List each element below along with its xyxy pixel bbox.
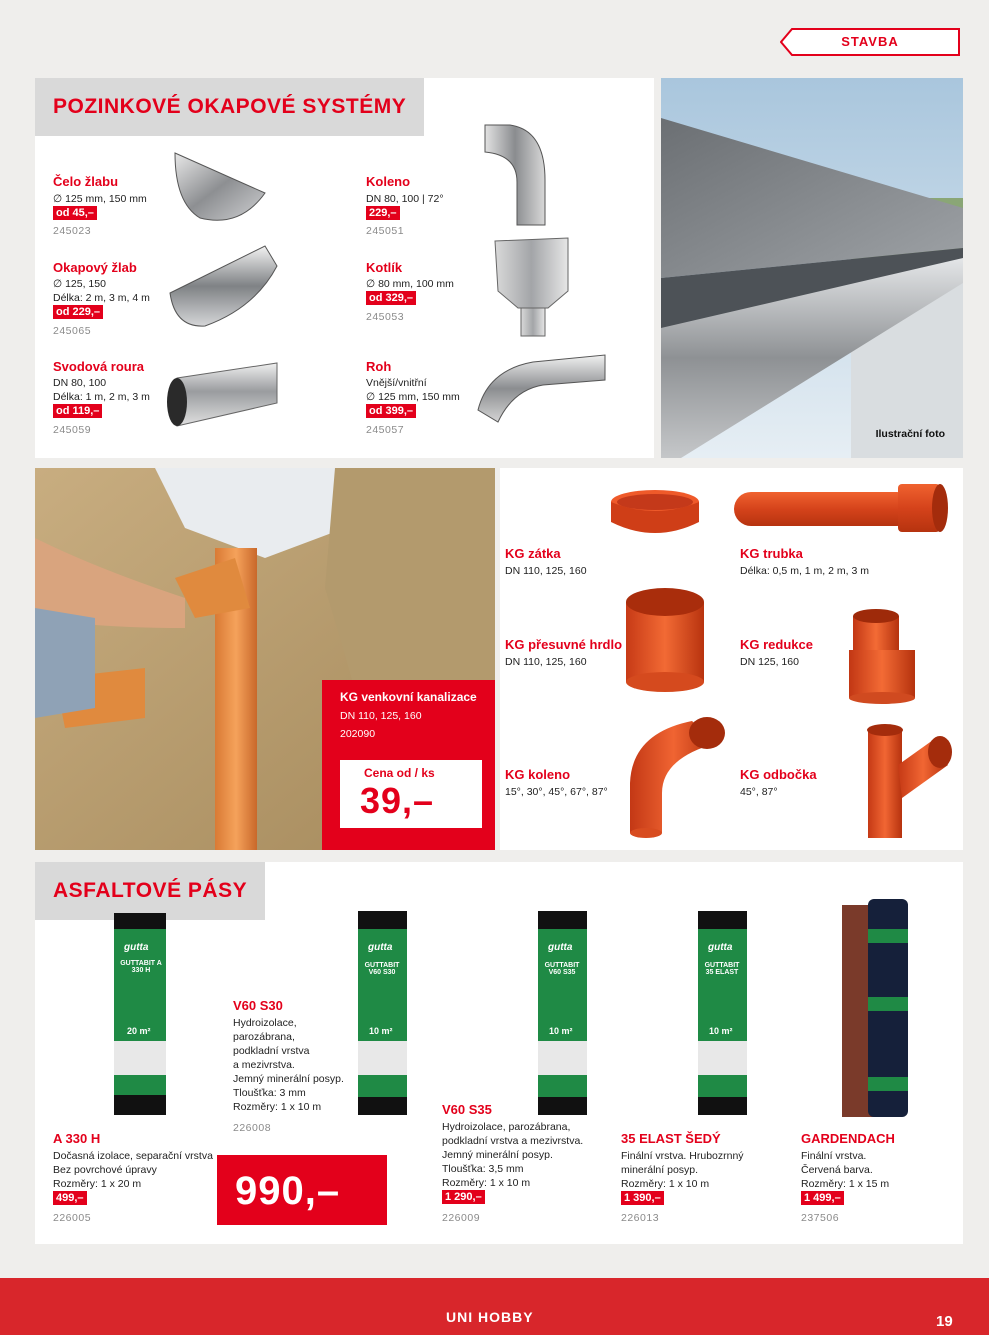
product-spec: DN 80, 100 | 72° [366,193,444,205]
asphalt-spec: Rozměry: 1 x 15 m [801,1178,890,1190]
asphalt-spec: parozábrana, [233,1031,295,1043]
roll-a330-image [110,907,170,1122]
asphalt-price-row [53,1191,87,1205]
asphalt-spec: Hydroizolace, [233,1017,297,1029]
category-tag-label: STAVBA [841,34,899,49]
asphalt-spec: Finální vrstva. [801,1150,867,1162]
product-spec: DN 80, 100 [53,377,107,389]
kg-main-name: KG venkovní kanalizace [340,690,477,704]
asphalt-spec: Tloušťka: 3 mm [233,1087,306,1099]
product-spec: Vnější/vnitřní [366,377,427,389]
asphalt-spec: Rozměry: 1 x 10 m [621,1178,710,1190]
kg-product-name: KG trubka [740,546,803,561]
kg-product-spec: DN 110, 125, 160 [505,656,587,668]
big-price-badge [217,1155,387,1225]
asphalt-spec: Rozměry: 1 x 10 m [233,1101,322,1113]
asphalt-spec: Hydroizolace, parozábrana, [442,1121,571,1133]
roll-label: GUTTABIT A 330 H [120,960,162,974]
corner-image [473,350,608,425]
roll-area: 10 m² [369,1026,393,1036]
kg-product-name: KG přesuvné hrdlo [505,637,623,652]
asphalt-spec: Dočasná izolace, separační vrstva [53,1150,213,1162]
kg-products-panel [500,468,963,850]
product-price-row [53,206,97,220]
product-price: od 329,– [366,291,416,305]
roll-area: 20 m² [127,1026,151,1036]
asphalt-spec: Červená barva. [801,1164,873,1176]
roll-label: GUTTABIT V60 S35 [544,962,580,976]
asphalt-spec: minerální posyp. [621,1164,699,1176]
kg-product-name: KG koleno [505,767,571,782]
product-price-row [366,291,416,305]
page-number: 19 [936,1313,953,1330]
asphalt-name: 35 ELAST ŠEDÝ [621,1131,721,1146]
asphalt-price-row [801,1191,844,1205]
kg-product-spec: Délka: 0,5 m, 1 m, 2 m, 3 m [740,565,869,577]
product-spec: Délka: 2 m, 3 m, 4 m [53,292,150,304]
product-price: od 45,– [53,206,97,220]
roll-area: 10 m² [549,1026,573,1036]
asphalt-name: V60 S30 [233,998,283,1013]
gutters-panel [35,78,654,458]
product-name: Čelo žlabu [53,174,119,189]
product-name: Svodová roura [53,359,145,374]
kg-main-code: 202090 [340,728,376,740]
roll-brand: gutta [548,942,573,953]
product-price-row [366,206,400,220]
kg-product-spec: 15°, 30°, 45°, 67°, 87° [505,786,608,798]
asphalt-spec: Jemný minerální posyp. [442,1149,553,1161]
product-name: Kotlík [366,260,403,275]
kg-elbow-image [622,713,734,841]
kg-price-label: Cena od / ks [364,766,435,780]
elbow-image [465,120,550,230]
kg-product-spec: 45°, 87° [740,786,778,798]
photo-caption: Ilustrační foto [875,428,945,440]
asphalt-price-row [442,1190,485,1204]
kg-reducer-image [845,608,917,704]
uni-hobby-logo: UNI HOBBY [446,1309,534,1325]
gutter-photo [661,78,963,458]
product-name: Koleno [366,174,411,189]
roll-brand: gutta [124,942,149,953]
asphalt-title: ASFALTOVÉ PÁSY [35,862,265,920]
product-code: 245057 [366,424,405,436]
asphalt-spec: podkladní vrstva [233,1045,310,1057]
asphalt-spec: Finální vrstva. Hrubozrnný [621,1150,744,1162]
kg-product-spec: DN 125, 160 [740,656,799,668]
asphalt-code: 226005 [53,1212,92,1224]
product-code: 245051 [366,225,405,237]
kg-price-box [340,760,482,828]
product-price: 229,– [366,206,400,220]
product-name: Okapový žlab [53,260,137,275]
product-price: od 229,– [53,305,103,319]
asphalt-name: A 330 H [53,1131,101,1146]
asphalt-spec: Bez povrchové úpravy [53,1164,157,1176]
product-code: 245053 [366,311,405,323]
kg-branch-image [858,720,953,842]
roll-brand: gutta [708,942,733,953]
kg-main-offer [322,680,495,850]
asphalt-code: 237506 [801,1212,840,1224]
downpipe-image [165,358,280,428]
asphalt-name: V60 S35 [442,1102,492,1117]
product-spec: ∅ 125, 150 [53,278,106,290]
product-code: 245065 [53,325,92,337]
product-spec: ∅ 80 mm, 100 mm [366,278,454,290]
roll-label: GUTTABIT 35 ELAST [704,962,740,976]
product-spec: ∅ 125 mm, 150 mm [366,391,460,403]
outlet-image [493,236,573,341]
roll-v60s30-image [355,907,410,1122]
asphalt-spec: Rozměry: 1 x 20 m [53,1178,142,1190]
kg-coupler-image [620,586,710,694]
kg-product-spec: DN 110, 125, 160 [505,565,587,577]
asphalt-spec: a mezivrstva. [233,1059,295,1071]
product-spec: Délka: 1 m, 2 m, 3 m [53,391,150,403]
roll-gardendach-image [840,897,915,1122]
roll-brand: gutta [368,942,393,953]
kg-pipe-image [728,478,950,538]
kg-price-value: 39,– [360,780,435,821]
product-spec: ∅ 125 mm, 150 mm [53,193,147,205]
asphalt-spec: podkladní vrstva a mezivrstva. [442,1135,584,1147]
asphalt-spec: Rozměry: 1 x 10 m [442,1177,531,1189]
product-price-row [53,404,102,418]
product-price: od 119,– [53,404,102,418]
asphalt-code: 226013 [621,1212,660,1224]
asphalt-price: 499,– [53,1191,87,1205]
kg-product-name: KG odbočka [740,767,817,782]
gutters-title: POZINKOVÉ OKAPOVÉ SYSTÉMY [35,78,424,136]
asphalt-code: 226009 [442,1212,481,1224]
asphalt-spec: Jemný minerální posyp. [233,1073,344,1085]
asphalt-name: GARDENDACH [801,1131,895,1146]
product-price-row [366,404,416,418]
gutter-image [165,238,280,333]
product-price: od 399,– [366,404,416,418]
kg-main-spec: DN 110, 125, 160 [340,710,422,722]
asphalt-panel [35,862,963,1244]
product-price-row [53,305,103,319]
asphalt-price: 1 499,– [801,1191,844,1205]
roll-elast-image [695,907,750,1122]
roll-v60s35-image [535,907,590,1122]
gutter-end-cap-image [170,148,270,228]
asphalt-code: 226008 [233,1122,272,1134]
product-code: 245059 [53,424,92,436]
category-tag [780,28,960,56]
asphalt-price: 1 390,– [621,1191,664,1205]
roll-area: 10 m² [709,1026,733,1036]
kg-cap-image [605,486,705,544]
product-code: 245023 [53,225,92,237]
kg-product-name: KG redukce [740,637,813,652]
big-price-value: 990,– [235,1169,341,1213]
asphalt-price-row [621,1191,664,1205]
asphalt-price: 1 290,– [442,1190,485,1204]
footer-band [0,1278,989,1335]
roll-label: GUTTABIT V60 S30 [364,962,400,976]
kg-product-name: KG zátka [505,546,561,561]
product-name: Roh [366,359,392,374]
asphalt-spec: Tloušťka: 3,5 mm [442,1163,524,1175]
